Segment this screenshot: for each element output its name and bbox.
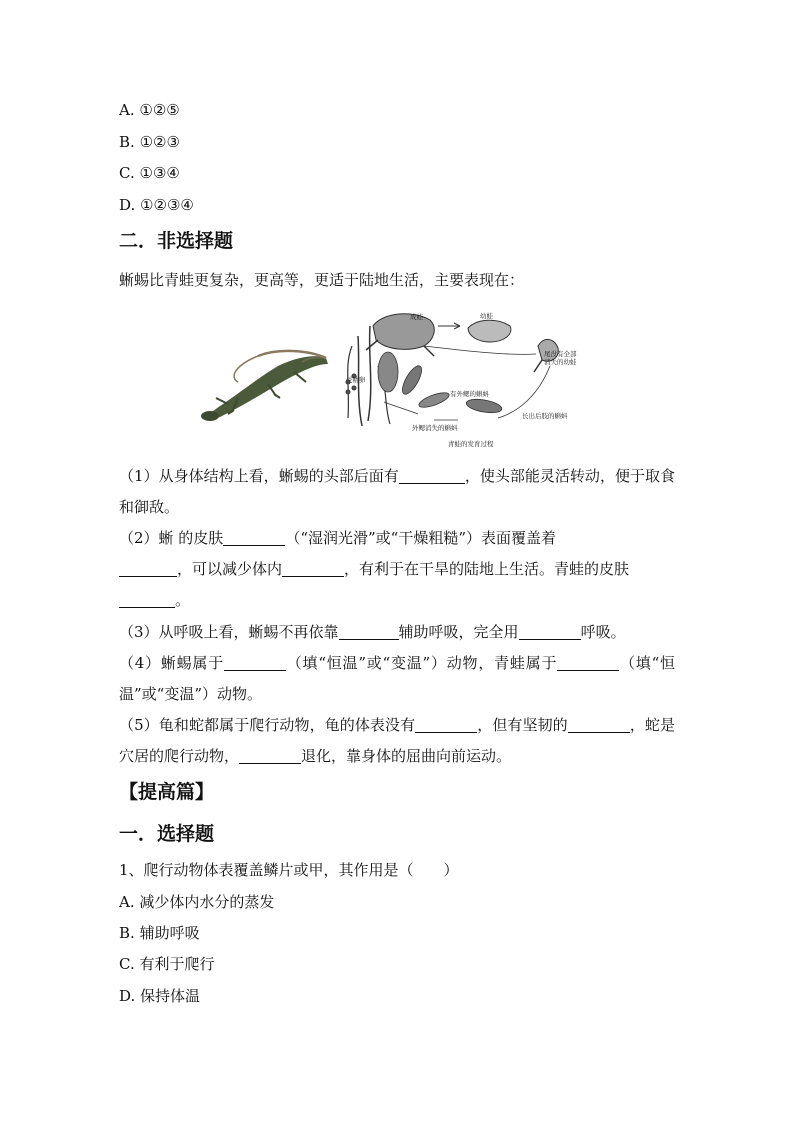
- question-text: ，有利于在干旱的陆地上生活。青蛙的皮肤: [344, 560, 630, 578]
- answer-blank[interactable]: [399, 467, 465, 484]
- question-text: （“湿润光滑”或“干燥粗糙”）表面覆盖着: [285, 529, 556, 547]
- question-4: [119, 648, 675, 710]
- answer-blank[interactable]: [415, 716, 477, 733]
- question-text: ，可以减少体内: [177, 560, 283, 578]
- answer-blank[interactable]: [568, 716, 630, 733]
- option-letter: B.: [119, 924, 135, 942]
- option-text: ①②③④: [140, 196, 194, 214]
- option-c: [119, 163, 180, 183]
- option-text: 辅助呼吸: [139, 924, 200, 942]
- option-letter: A.: [119, 893, 135, 911]
- question-text: 退化，靠身体的屈曲向前运动。: [301, 747, 512, 765]
- question-text: 。: [175, 591, 191, 609]
- option-letter: C.: [119, 164, 135, 182]
- question-text: ，蛇是穴居的爬行动物，: [119, 716, 675, 765]
- frog-cycle-diagram: [346, 314, 558, 426]
- option-text: 保持体温: [140, 987, 201, 1005]
- question-text: （填“恒温”或“变温”）动物。: [119, 654, 676, 703]
- option-d: [119, 195, 194, 215]
- question-3: [119, 617, 675, 648]
- option-text: ①③④: [139, 164, 180, 182]
- label-tadpole-gills: 有外鳃的蝌蚪: [450, 390, 489, 398]
- label-young-frog: 幼蛙: [480, 312, 493, 320]
- question-text: （1）从身体结构上看，蜥蜴的头部后面有: [119, 467, 399, 485]
- option-letter: B.: [119, 133, 135, 151]
- option-text: 减少体内水分的蒸发: [139, 893, 275, 911]
- question-text: （填“恒温”或“变温”）动物，青蛙属于: [286, 654, 558, 672]
- answer-blank[interactable]: [282, 560, 344, 577]
- answer-blank[interactable]: [239, 747, 301, 764]
- question-2: [119, 523, 675, 616]
- label-tail-young-frog: 尾没有全部: [544, 350, 577, 358]
- question-1: [119, 461, 675, 523]
- option-b: [119, 132, 180, 152]
- answer-blank[interactable]: [557, 654, 619, 671]
- lizard-image: [201, 351, 328, 421]
- label-tadpole-legs: 长出后肢的蝌蚪: [522, 412, 568, 420]
- adv-option-d: [119, 986, 200, 1006]
- question-text: （3）从呼吸上看，蜥蜴不再依靠: [119, 623, 339, 641]
- option-letter: C.: [119, 955, 135, 973]
- figure-svg: [198, 306, 618, 456]
- question-text: （4）蜥蜴属于: [119, 654, 224, 672]
- question-text: ，但有坚韧的: [477, 716, 568, 734]
- section-heading-choice: 一．选择题: [119, 823, 215, 845]
- option-text: ①②⑤: [139, 101, 180, 119]
- question-text: （2）蜥 的皮肤: [119, 529, 224, 547]
- section-heading-non-choice: 二．非选择题: [119, 230, 234, 252]
- adv-option-c: [119, 954, 215, 974]
- answer-blank[interactable]: [119, 560, 177, 577]
- label-adult-frog: 成蛙: [410, 313, 423, 321]
- option-letter: A.: [119, 101, 135, 119]
- answer-blank[interactable]: [224, 654, 286, 671]
- section-intro: 蜥蜴比青蛙更复杂，更高等，更适于陆地生活，主要表现在：: [119, 271, 525, 289]
- answer-blank[interactable]: [223, 529, 285, 546]
- advanced-title: 【提高篇】: [119, 781, 215, 803]
- question-text: 呼吸。: [580, 623, 626, 641]
- label-eggs: 受精卵: [346, 376, 366, 384]
- adv-option-a: [119, 892, 274, 912]
- figure-lizard-frog-cycle: [198, 306, 618, 456]
- question-text: ，使头部能灵活转动，便于取食和御敌。: [119, 467, 675, 516]
- figure-caption: 青蛙的发育过程: [448, 440, 494, 448]
- option-letter: D.: [119, 196, 136, 214]
- answer-blank[interactable]: [519, 623, 581, 640]
- question-text: 辅助呼吸，完全用: [398, 623, 519, 641]
- label-tail-young-frog-2: 消失的幼蛙: [544, 358, 577, 366]
- option-text: 有利于爬行: [139, 955, 215, 973]
- adv-option-b: [119, 923, 200, 943]
- question-text: （5）龟和蛇都属于爬行动物，龟的体表没有: [119, 716, 416, 734]
- question-5: [119, 710, 675, 772]
- option-a: [119, 100, 180, 120]
- advanced-question-1: 1、爬行动物体表覆盖鳞片或甲，其作用是（ ）: [119, 861, 459, 879]
- option-text: ①②③: [139, 133, 180, 151]
- option-letter: D.: [119, 987, 136, 1005]
- label-tadpole-gills-lost: 外鳃消失的蝌蚪: [412, 424, 458, 432]
- answer-blank[interactable]: [119, 591, 175, 608]
- answer-blank[interactable]: [339, 623, 399, 640]
